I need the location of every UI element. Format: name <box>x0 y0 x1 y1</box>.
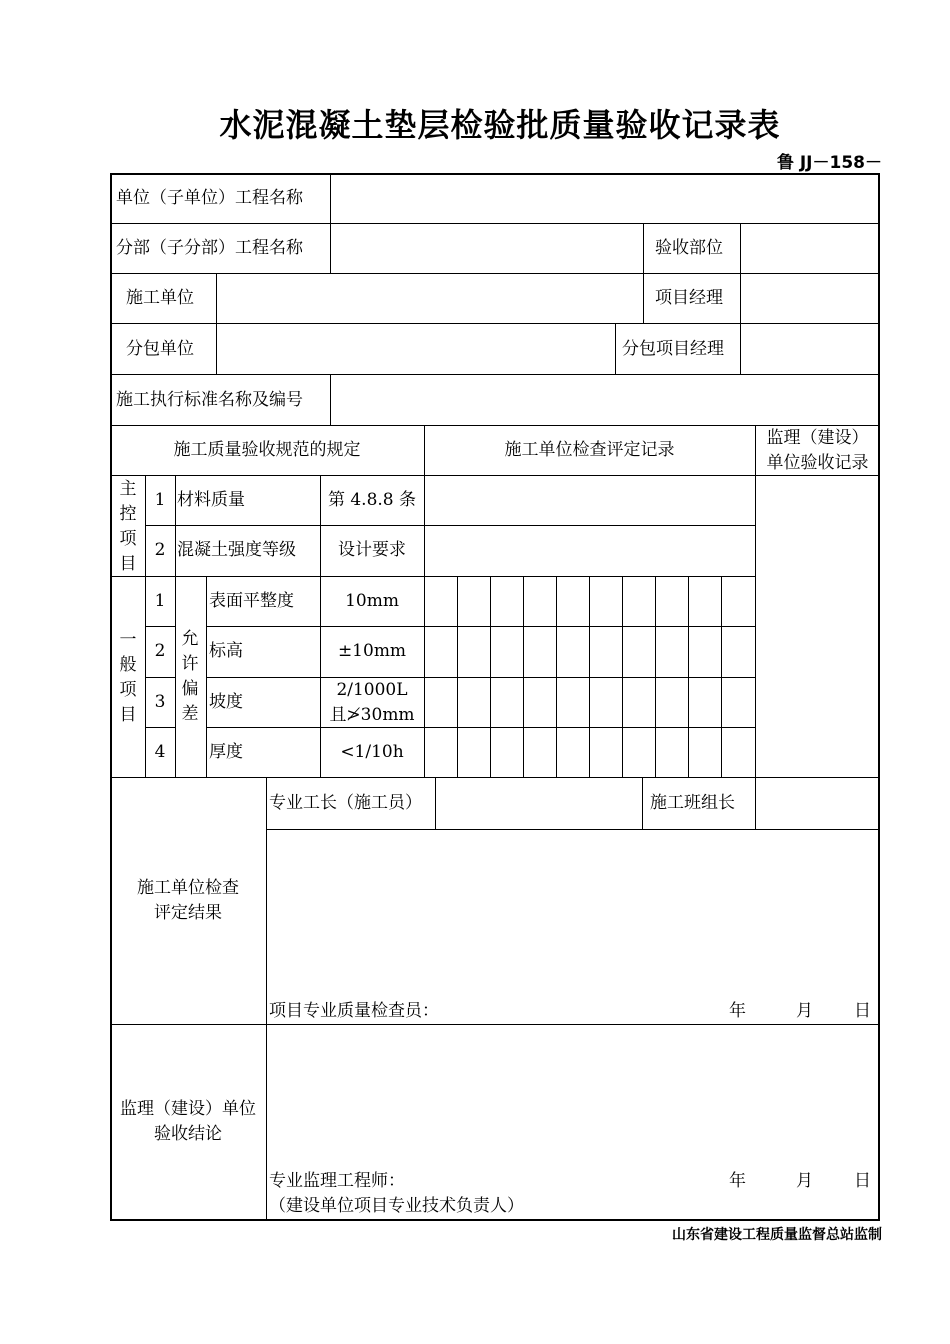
construction-unit-label: 施工单位 <box>126 288 194 308</box>
grid-divider <box>490 576 491 777</box>
col-divider <box>330 223 331 273</box>
general-item-name: 表面平整度 <box>209 591 294 611</box>
row-divider <box>110 323 880 324</box>
col-divider <box>330 374 331 425</box>
result-label-line2: 评定结果 <box>154 903 222 923</box>
row-divider <box>110 223 880 224</box>
grid-divider <box>556 576 557 777</box>
general-item-name: 标高 <box>209 641 243 661</box>
project-manager-label: 项目经理 <box>655 288 723 308</box>
col-divider <box>145 475 146 777</box>
foreman-label: 专业工长（施工员） <box>269 793 422 813</box>
grid-divider <box>721 576 722 777</box>
col-divider <box>206 576 207 777</box>
grid-divider <box>589 576 590 777</box>
form-title: 水泥混凝土垫层检验批质量验收记录表 <box>219 106 781 144</box>
row-divider <box>145 525 755 526</box>
subcontract-unit-label: 分包单位 <box>126 339 194 359</box>
row-divider <box>145 727 175 728</box>
row-divider <box>206 677 755 678</box>
inspector-label: 项目专业质量检查员： <box>269 1001 439 1021</box>
row-divider <box>110 374 880 375</box>
spec-column-header: 施工质量验收规范的规定 <box>173 440 361 460</box>
general-item-requirement: ±10mm <box>337 641 407 661</box>
col-divider <box>643 273 644 323</box>
conclusion-label-line1: 监理（建设）单位 <box>120 1099 256 1119</box>
col-divider <box>216 273 217 374</box>
main-control-group-label: 主控项目 <box>119 479 137 574</box>
grid-divider <box>622 576 623 777</box>
row-divider <box>110 273 880 274</box>
standard-name-label: 施工执行标准名称及编号 <box>116 390 303 410</box>
col-divider <box>740 223 741 273</box>
result-year: 年 <box>729 1001 746 1021</box>
conclusion-label-line2: 验收结论 <box>154 1124 222 1144</box>
result-day: 日 <box>854 1001 871 1021</box>
grid-divider <box>655 576 656 777</box>
main-item-name: 材料质量 <box>177 490 245 510</box>
col-divider <box>615 323 616 374</box>
engineer-note: （建设单位项目专业技术负责人） <box>269 1196 524 1216</box>
general-item-no: 4 <box>154 742 166 762</box>
general-item-no: 1 <box>154 591 166 611</box>
main-item-requirement: 设计要求 <box>338 540 406 560</box>
result-label-line1: 施工单位检查 <box>137 878 239 898</box>
general-item-requirement: 10mm <box>345 591 399 611</box>
footer-supervisor: 山东省建设工程质量监督总站监制 <box>672 1227 882 1243</box>
col-divider <box>424 425 425 777</box>
conclusion-year: 年 <box>729 1171 746 1191</box>
supervision-column-header-line1: 监理（建设） <box>766 428 869 448</box>
check-record-column-header: 施工单位检查评定记录 <box>504 440 675 460</box>
col-divider <box>435 777 436 829</box>
row-divider <box>206 626 755 627</box>
row-divider <box>145 677 175 678</box>
unit-project-name-label: 单位（子单位）工程名称 <box>116 188 303 208</box>
general-item-requirement: <1/10h <box>340 742 404 762</box>
col-divider <box>175 475 176 777</box>
main-item-name: 混凝土强度等级 <box>177 540 296 560</box>
col-divider <box>643 223 644 273</box>
general-item-no: 3 <box>154 692 166 712</box>
main-item-requirement: 第 4.8.8 条 <box>327 490 417 510</box>
grid-divider <box>688 576 689 777</box>
col-divider <box>320 475 321 777</box>
main-item-no: 1 <box>154 490 166 510</box>
general-item-no: 2 <box>154 641 166 661</box>
sub-project-name-label: 分部（子分部）工程名称 <box>116 238 303 258</box>
grid-divider <box>523 576 524 777</box>
col-divider <box>330 173 331 223</box>
grid-divider <box>457 576 458 777</box>
general-item-name: 厚度 <box>209 742 243 762</box>
col-divider <box>740 273 741 374</box>
general-group-label: 一般项目 <box>119 630 137 725</box>
row-divider <box>266 829 880 830</box>
form-code: 鲁 JJ－158－ <box>776 153 882 173</box>
main-item-no: 2 <box>154 540 166 560</box>
general-item-name: 坡度 <box>209 692 243 712</box>
general-item-requirement-line1: 2/1000L <box>336 680 408 700</box>
row-divider <box>110 777 880 778</box>
col-divider <box>755 425 756 829</box>
allowed-deviation-label: 允许偏差 <box>181 629 199 724</box>
result-month: 月 <box>796 1001 813 1021</box>
general-item-requirement-line2: 且≯30mm <box>329 705 415 725</box>
acceptance-part-label: 验收部位 <box>655 238 723 258</box>
row-divider <box>110 1024 880 1025</box>
conclusion-day: 日 <box>854 1171 871 1191</box>
row-divider <box>145 626 175 627</box>
col-divider <box>642 777 643 829</box>
team-leader-label: 施工班组长 <box>650 793 735 813</box>
conclusion-month: 月 <box>796 1171 813 1191</box>
col-divider <box>266 777 267 1220</box>
engineer-label: 专业监理工程师： <box>269 1171 405 1191</box>
supervision-column-header-line2: 单位验收记录 <box>766 453 869 473</box>
row-divider <box>206 727 755 728</box>
subcontract-manager-label: 分包项目经理 <box>622 339 724 359</box>
